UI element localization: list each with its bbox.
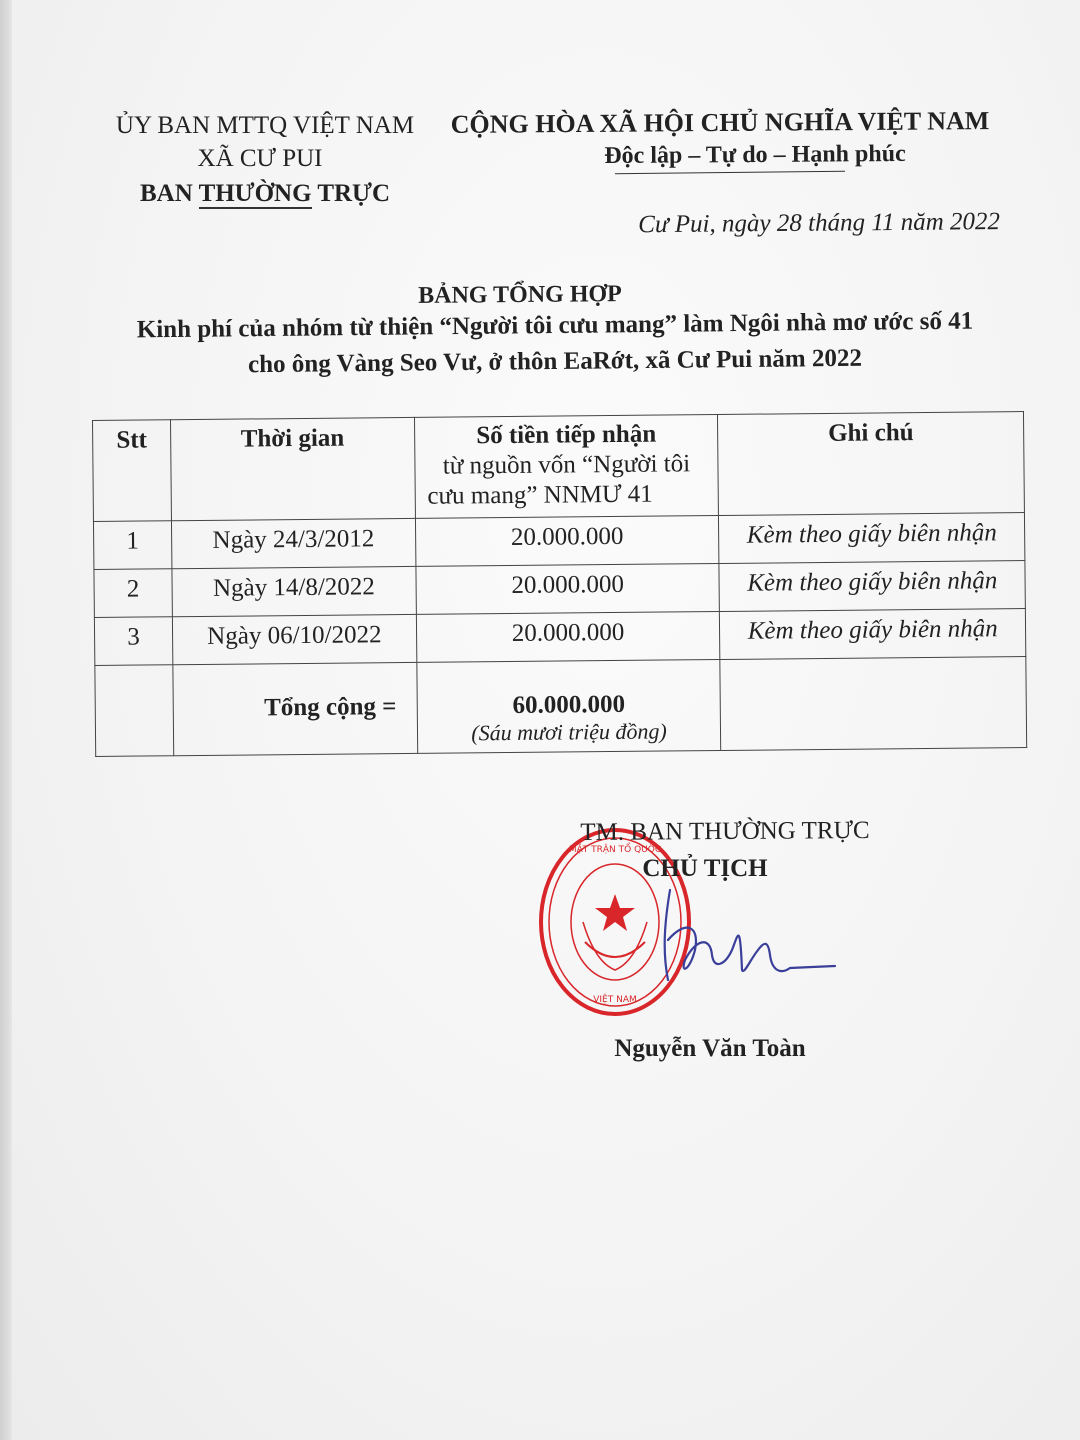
signer-name: Nguyễn Văn Toàn [614, 1035, 806, 1062]
row-note: Kèm theo giấy biên nhận [720, 609, 1026, 660]
handwritten-signature [640, 880, 840, 1000]
row-time: Ngày 24/3/2012 [171, 518, 415, 568]
total-cell [417, 659, 722, 753]
header-amount-line2: từ nguồn vốn “Người tôi [442, 450, 691, 480]
header-time: Thời gian [170, 417, 415, 520]
total-label: Tổng cộng = [173, 662, 418, 755]
document-title: BẢNG TỔNG HỢP [418, 281, 622, 309]
org-name: ỦY BAN MTTQ VIỆT NAM [115, 112, 415, 139]
org-committee: BAN THƯỜNG TRỰC [139, 180, 391, 207]
total-empty-stt [95, 665, 174, 757]
row-stt: 2 [94, 569, 172, 618]
table-header-row [93, 412, 1025, 522]
total-empty-note [720, 657, 1026, 751]
header-amount-line1: Số tiền tiếp nhận [476, 420, 657, 450]
total-value: 60.000.000 [512, 690, 626, 719]
header-amount [414, 414, 719, 518]
svg-text:MẶT TRẬN TỔ QUỐC: MẶT TRẬN TỔ QUỐC [568, 845, 662, 855]
row-time: Ngày 14/8/2022 [172, 566, 416, 616]
org-commune: XÃ CƯ PUI [197, 145, 323, 172]
row-stt: 1 [93, 521, 171, 570]
signature-role: CHỦ TỊCH [642, 855, 768, 882]
place-date: Cư Pui, ngày 28 tháng 11 năm 2022 [638, 208, 1001, 239]
national-motto: Độc lập – Tự do – Hạnh phúc [604, 140, 906, 170]
row-note: Kèm theo giấy biên nhận [719, 513, 1025, 564]
header-amount-line3: cưu mang” NNMƯ 41 [427, 480, 653, 510]
svg-text:VIỆT NAM: VIỆT NAM [593, 995, 637, 1005]
national-title: CỘNG HÒA XÃ HỘI CHỦ NGHĨA VIỆT NAM [450, 106, 990, 139]
row-stt: 3 [94, 617, 172, 666]
row-time: Ngày 06/10/2022 [172, 614, 416, 664]
signature-title: TM. BAN THƯỜNG TRỰC [580, 816, 870, 847]
table-total-row [95, 657, 1027, 757]
row-amount: 20.000.000 [415, 515, 719, 566]
document-subtitle-1: Kinh phí của nhóm từ thiện “Người tôi cưu mang” làm Ngôi nhà mơ ước số 41 [136, 307, 974, 344]
total-in-words: (Sáu mươi triệu đồng) [471, 718, 667, 746]
header-note: Ghi chú [718, 412, 1025, 516]
document-subtitle-2: cho ông Vàng Seo Vư, ở thôn EaRớt, xã Cư Pui năm 2022 [247, 344, 863, 379]
row-note: Kèm theo giấy biên nhận [719, 561, 1025, 612]
row-amount: 20.000.000 [416, 563, 720, 614]
summary-table [92, 411, 1027, 784]
row-amount: 20.000.000 [416, 611, 720, 662]
header-stt: Stt [93, 420, 172, 522]
